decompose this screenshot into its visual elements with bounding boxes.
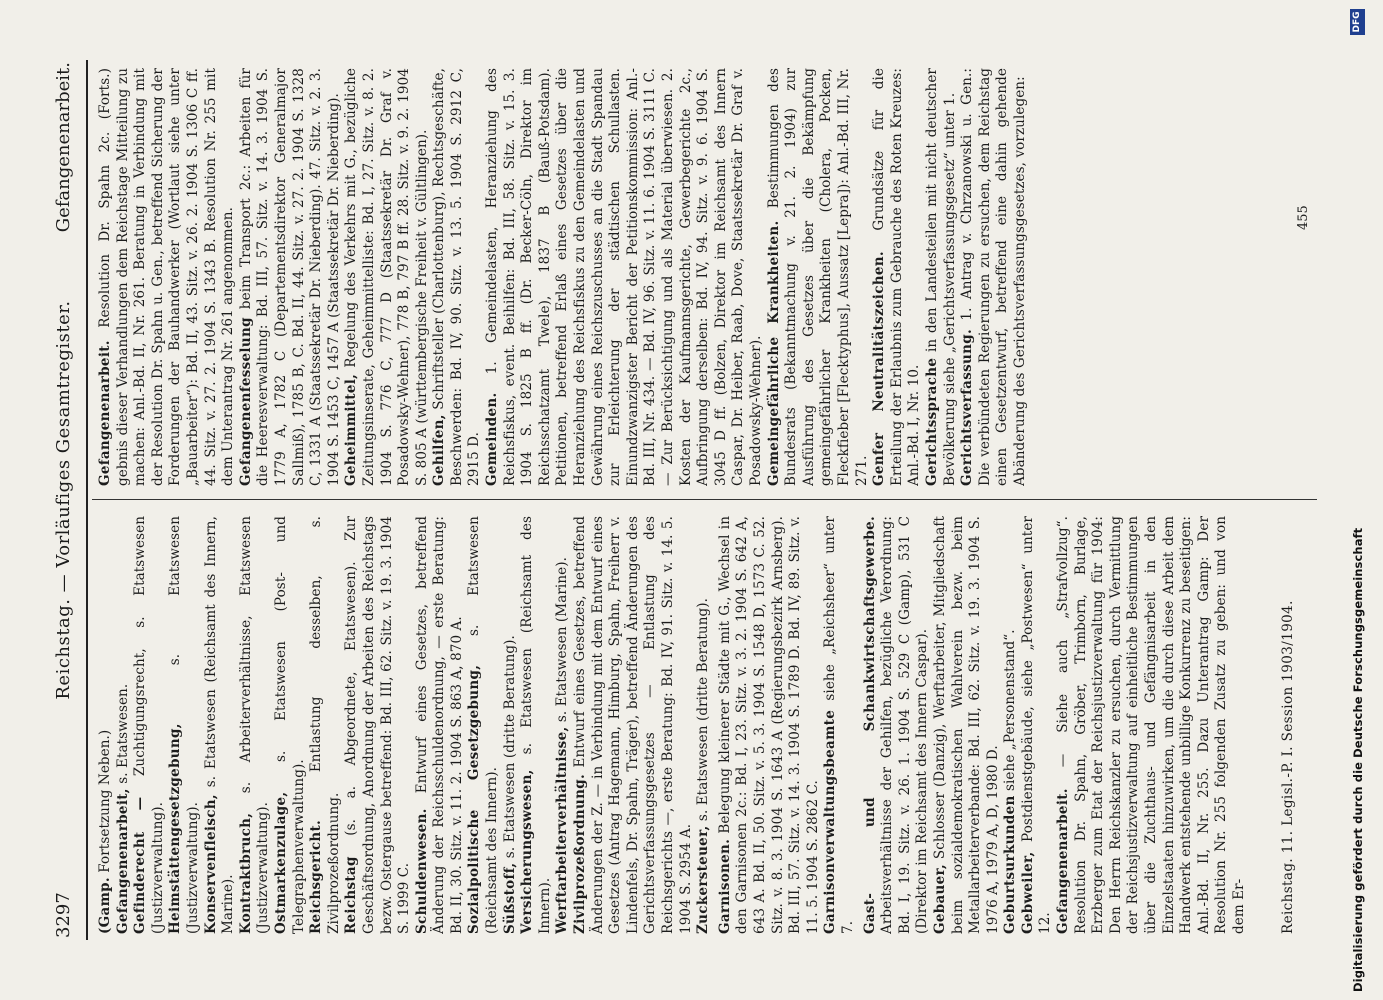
entry-lemma: Gefangenenarbeit, bbox=[114, 788, 131, 934]
entry-lemma: (Gamp. bbox=[97, 877, 113, 934]
entry-text: s. Etatswesen (Marine). bbox=[554, 557, 571, 723]
entry-lemma: Werftarbeiterverhältnisse, bbox=[554, 726, 571, 934]
entry-lemma: Genfer Neutralitätszeichen. bbox=[871, 251, 888, 486]
entry-lemma: Gefangenenarbeit. bbox=[1055, 788, 1072, 934]
entry-lemma: Süßstoff, bbox=[501, 862, 518, 934]
entry-lemma: Gefinderecht — bbox=[132, 796, 149, 934]
register-entry bbox=[959, 68, 1029, 486]
entry-lemma: Gehilfen, bbox=[431, 414, 448, 486]
column-divider bbox=[92, 499, 1317, 500]
entry-lemma: Konservenfleisch, bbox=[202, 794, 219, 934]
entry-lemma: Geburtsurkunden bbox=[1002, 795, 1019, 934]
entry-text: Regelung des Verkehrs mit G., bezügliche Zeitungsinserate, Geheimmittelliste: Bd. I, 27. Sitz. v. 8. 2. 1904 S. 776 C, 777 D (Staatssekretär Dr. Graf v. Posadowsky-Wehner), 778 B, 797 B ff. 28. Sitz. v. 9. 2. 1904 S. 805 A (württembergische Freiheit v. Gültlingen). bbox=[343, 68, 430, 486]
dfg-logo: DFG bbox=[1350, 9, 1365, 35]
entry-text: s. Etatswesen (Reichsamt des Innern). bbox=[466, 516, 501, 934]
entry-text: Schlosser (Danzig), Werftarbeiter, Mitgliedschaft beim sozialdemokratischen Wahlverein bezw. beim Metallarbeiterverbande: Bd. III, 62. Sitz. v. 19. 3. 1904 S. 1976 A, 1979 A, D, 1980 D. bbox=[931, 516, 1001, 934]
entry-text: 1. Gemeindelasten, Heranziehung des Reichsfiskus, event. Beihilfen: Bd. III, 58. Sitz. v. 15. 3. 1904 S. 1825 B ff. (Dr. Becker-Cöln, Direktor im Reichsschatzamt Twele), 1837 B (Bauß-Potsdam). Petitionen, betreffend Erlaß eines Gesetzes über die Heranziehung des Reichsfiskus zu den Gemeindelasten und Gewährung eines Reichszuschusses an die Stadt Spandau zur Erleichterung der städtischen Schullasten. Einundzwanzigster Bericht der Petitionskommission: Anl.-Bd. III, Nr. 434. — Bd. IV, 96. Sitz. v. 11. 6. 1904 S. 3111 C. — Zur Berücksichtigung und als Material überwiesen. 2. Kosten der Kaufmannsgerichte, Gewerbegerichte 2c., Aufbringung derselben: Bd. IV, 94. Sitz. v. 9. 6. 1904 S. 3045 D ff. (Bolzen, Direktor im Reichsamt des Innern Caspar, Dr. Heiber, Raab, Dove, Staatssekretär Dr. Graf v. Posadowsky-Wehner). bbox=[484, 68, 764, 486]
register-entry bbox=[519, 516, 554, 934]
entry-text: s. Etatswesen (dritte Beratung). bbox=[501, 635, 518, 859]
register-entry bbox=[238, 516, 273, 934]
register-entry bbox=[431, 68, 484, 486]
register-entry bbox=[414, 516, 467, 934]
entry-lemma: Gefangenenarbeit. bbox=[97, 340, 113, 486]
entry-text: Arbeitsverhältnisse der Gehilfen, bezügliche Verordnung: Bd. I, 19. Sitz. v. 26. 1. 1904 S. 529 C (Gamp), 531 C (Direktor im Reichsamt des Innern Caspar). bbox=[879, 516, 931, 934]
register-entry bbox=[167, 516, 202, 934]
entry-lemma: Gast- und Schankwirtschaftsgewerbe. bbox=[861, 516, 878, 934]
entry-lemma: Heimstättengesetzgebung, bbox=[167, 723, 184, 934]
page-header-title: Reichstag. — Vorläufiges Gesamtregister. bbox=[53, 300, 74, 700]
entry-text: s. Etatswesen (dritte Beratung). bbox=[695, 598, 712, 822]
register-entry bbox=[466, 516, 501, 934]
entry-lemma: Gemeingefährliche Krankheiten. bbox=[765, 220, 782, 486]
header-rule bbox=[86, 60, 88, 940]
page-header-number: 3297 bbox=[53, 892, 74, 938]
register-entry bbox=[924, 68, 959, 486]
right-column bbox=[97, 68, 1247, 486]
register-entry bbox=[932, 516, 1002, 934]
entry-text: Entwurf eines Gesetzes, betreffend Änderungen der Z. — in Verbindung mit dem Entwurf eines Gesetzes (Antrag Hagemann, Himburg, Spahn, Freiherr v. Lindenfels, Dr. Spahn, Träger), betreffend Änderungen des Gerichtsverfassungsgesetzes — Entlastung des Reichsgerichts —, erste Beratung: Bd. IV, 91. Sitz. v. 14. 5. 1904 S. 2954 A. bbox=[572, 516, 694, 934]
entry-text: Entlastung desselben, s. Zivilprozeßordnung. bbox=[308, 516, 342, 934]
page-number: 455 bbox=[1296, 205, 1311, 230]
register-entry bbox=[1055, 516, 1249, 934]
register-entry bbox=[502, 516, 520, 934]
entry-lemma: Garnisonen. bbox=[716, 838, 733, 934]
entry-text: in den Landesteilen mit nicht deutscher Bevölkerung siehe „Gerichtsverfassungsgesetz“ unter 1. bbox=[923, 68, 958, 486]
entry-text: Belegung kleinerer Städte mit G., Wechsel in den Garnisonen 2c.: Bd. I, 23. Sitz. v. 3. 2. 1904 S. 642 A, 643 A. Bd. II, 50. Sitz. v. 5. 3. 1904 S. 1548 D, 1573 C. 52. Sitz. v. 8. 3. 1904 S. 1643 A (Regierungsbezirk Arnsberg). Bd. III, 57. Sitz. v. 14. 3. 1904 S. 1789 D. Bd. IV, 89. Sitz. v. 11. 5. 1904 S. 2862 C. bbox=[716, 516, 821, 934]
register-entry bbox=[484, 68, 766, 486]
entry-text: s. Etatswesen (Reichsamt des Innern). bbox=[519, 516, 553, 934]
entry-lemma: Zuckersteuer, bbox=[695, 825, 712, 934]
register-entry bbox=[273, 516, 308, 934]
entry-text: Zuchtigungsrecht, s. Etatswesen (Justizverwaltung). bbox=[132, 516, 166, 934]
entry-text: — Siehe auch „Strafvollzug“. Resolution Dr. Spahn, Gröber, Trimborn, Burlage, Erzberger zum Etat der Reichsjustizverwaltung für 1904: Den Herrn Reichskanzler zu ersuchen, durch Vermittlung der Reichsjustizverwaltung auf einheitliche Bestimmungen über die Zuchthaus- und Gefängnisarbeit in den Einzelstaaten hinzuwirken, um die durch diese Arbeit dem Handwerk entstehende unbillige Konkurrenz zu beseitigen: Anl.-Bd. II, Nr. 255. Dazu Unterantrag Gamp: Der Resolution Nr. 255 folgenden Zusatz zu geben: und von dem Er- bbox=[1055, 516, 1247, 934]
register-entry bbox=[343, 516, 413, 934]
register-entry bbox=[554, 516, 572, 934]
register-entry bbox=[572, 516, 695, 934]
entry-lemma: Reichstag bbox=[343, 856, 360, 934]
entry-text: 1. Antrag v. Chrzanowski u. Gen.: Die verbündeten Regierungen zu ersuchen, dem Reichstag einen Gesetzentwurf, betreffend eine dahin gehende Abänderung des Gerichtsverfassungsgesetzes, vorzulegen: bbox=[959, 68, 1028, 486]
entry-lemma: Geheimmittel, bbox=[343, 373, 360, 486]
entry-text: Entwurf eines Gesetzes, betreffend Änderung der Reichsschuldenordnung, — erste Beratung: Bd. II, 30. Sitz. v. 11. 2. 1904 S. 863 A, 870 A. bbox=[413, 516, 465, 934]
entry-lemma: Ostmarkenzulage, bbox=[272, 791, 289, 934]
entry-text: s. Etatswesen (Reichsamt des Innern, Marine). bbox=[202, 516, 237, 934]
entry-text: s. Arbeiterverhältnisse, Etatswesen (Justizverwaltung). bbox=[237, 516, 272, 934]
entry-lemma: Sozialpolitische Gesetzgebung, bbox=[466, 664, 483, 934]
left-column bbox=[97, 516, 1322, 934]
entry-text: Schriftsteller (Charlottenburg), Rechtsgeschäfte, Beschwerden: Bd. IV, 90. Sitz. v. 13. 5. 1904 S. 2912 C, 2915 D. bbox=[431, 68, 483, 486]
register-entry bbox=[766, 68, 872, 486]
entry-text: siehe „Personenstand“. bbox=[1002, 629, 1019, 792]
register-entry bbox=[238, 68, 344, 486]
register-entry bbox=[717, 516, 823, 934]
entry-lemma: Schuldenwesen. bbox=[413, 808, 430, 934]
entry-text: beim Transport 2c.: Arbeiten für die Heeresverwaltung: Bd. III, 57. Sitz. v. 14. 3. 1904 S. 1779 A, 1782 C (Departementsdirektor Generalmajor Sallmiß), 1785 B, C. Bd. II, 44. Sitz. v. 27. 2. 1904 S. 1328 C, 1331 A (Staatssekretär Dr. Nieberding). 47. Sitz. v. 2. 3. 1904 S. 1453 C, 1457 A (Staatssekretär Dr. Nieberding). bbox=[237, 68, 342, 486]
entry-text: Grundsätze für die Erteilung der Erlaubnis zum Gebrauche des Roten Kreuzes: Anl.-Bd. I, Nr. 10. bbox=[871, 68, 923, 486]
entry-text: Postdienstgebäude, siehe „Postwesen“ unter 12. bbox=[1019, 516, 1054, 934]
entry-text: Fortsetzung Neben.) bbox=[97, 729, 113, 873]
entry-text: (s. a. Abgeordnete, Etatswesen). Zur Geschäftsordnung, Anordnung der Arbeiten des Reichstags bezw. Ostergause betreffend: Bd. III, 62. Sitz. v. 19. 3. 1904 S. 1999 C. bbox=[343, 516, 413, 934]
register-entry bbox=[695, 516, 713, 934]
entry-lemma: Gefangenenfesselung bbox=[237, 317, 254, 486]
entry-text: Bestimmungen des Bundesrats (Bekanntmachung v. 21. 2. 1904) zur Ausführung des Gesetzes über die Bekämpfung gemeingefährlicher Krankheiten (Cholera, Pocken, Fleckfieber [Flecktyphus], Aussatz [Lepra]): Anl.-Bd. III, Nr. 271. bbox=[765, 68, 870, 486]
page-header-catchword: Gefangenenarbeit. bbox=[53, 62, 74, 233]
entry-text: siehe „Reichsheer“ unter 7. bbox=[822, 516, 856, 934]
register-entry bbox=[308, 516, 343, 934]
register-entry bbox=[343, 68, 431, 486]
entry-lemma: Gebauer, bbox=[931, 864, 948, 934]
entry-text: s. Etatswesen (Post- und Telegraphenverwaltung). bbox=[272, 516, 307, 934]
entry-text: s. Etatswesen (Justizverwaltung). bbox=[167, 516, 201, 934]
register-entry bbox=[862, 516, 932, 934]
register-entry bbox=[1020, 516, 1055, 934]
register-entry bbox=[97, 516, 115, 934]
register-entry bbox=[132, 516, 167, 934]
entry-lemma: Gebweiler, bbox=[1019, 851, 1036, 934]
entry-lemma: Versicherungswesen, bbox=[519, 769, 536, 934]
register-entry bbox=[97, 68, 238, 486]
register-entry bbox=[871, 68, 924, 486]
entry-lemma: Gerichtsverfassung. bbox=[959, 328, 976, 486]
entry-lemma: Gerichtssprache bbox=[923, 357, 940, 486]
digitization-credit: Digitalisierung gefördert durch die Deutsche Forschungsgemeinschaft bbox=[1351, 527, 1365, 992]
entry-text: s. Etatswesen. bbox=[114, 683, 131, 784]
register-entry bbox=[203, 516, 238, 934]
entry-lemma: Kontraktbruch, bbox=[237, 812, 254, 934]
page-footer: Reichstag. 11. Legisl.-P. I. Session 1903/1904. bbox=[1280, 600, 1296, 934]
entry-lemma: Gemeinden. bbox=[484, 392, 501, 486]
entry-text: Resolution Dr. Spahn 2c. (Forts.) gebnis dieser Verhandlungen dem Reichstage Mitteilung zu machen: Anl.-Bd. II, Nr. 261. Beratung in Verbindung mit der Resolution Dr. Spahn u. Gen., betreffend Sicherung der Forderungen der Bauhandwerker (Wortlaut siehe unter „Bauarbeiter“): Bd. II, 43. Sitz. v. 26. 2. 1904 S. 1306 C ff. 44. Sitz. v. 27. 2. 1904 S. 1343 B. Resolution Nr. 255 mit dem Unterantrag Nr. 261 angenommen. bbox=[97, 68, 237, 486]
entry-lemma: Zivilprozeßordnung. bbox=[572, 774, 589, 934]
entry-lemma: Reichsgericht. bbox=[308, 819, 325, 934]
register-entry bbox=[822, 516, 857, 934]
entry-lemma: Garnisonverwaltungsbeamte bbox=[822, 709, 839, 934]
register-entry bbox=[115, 516, 133, 934]
register-entry bbox=[1002, 516, 1020, 934]
